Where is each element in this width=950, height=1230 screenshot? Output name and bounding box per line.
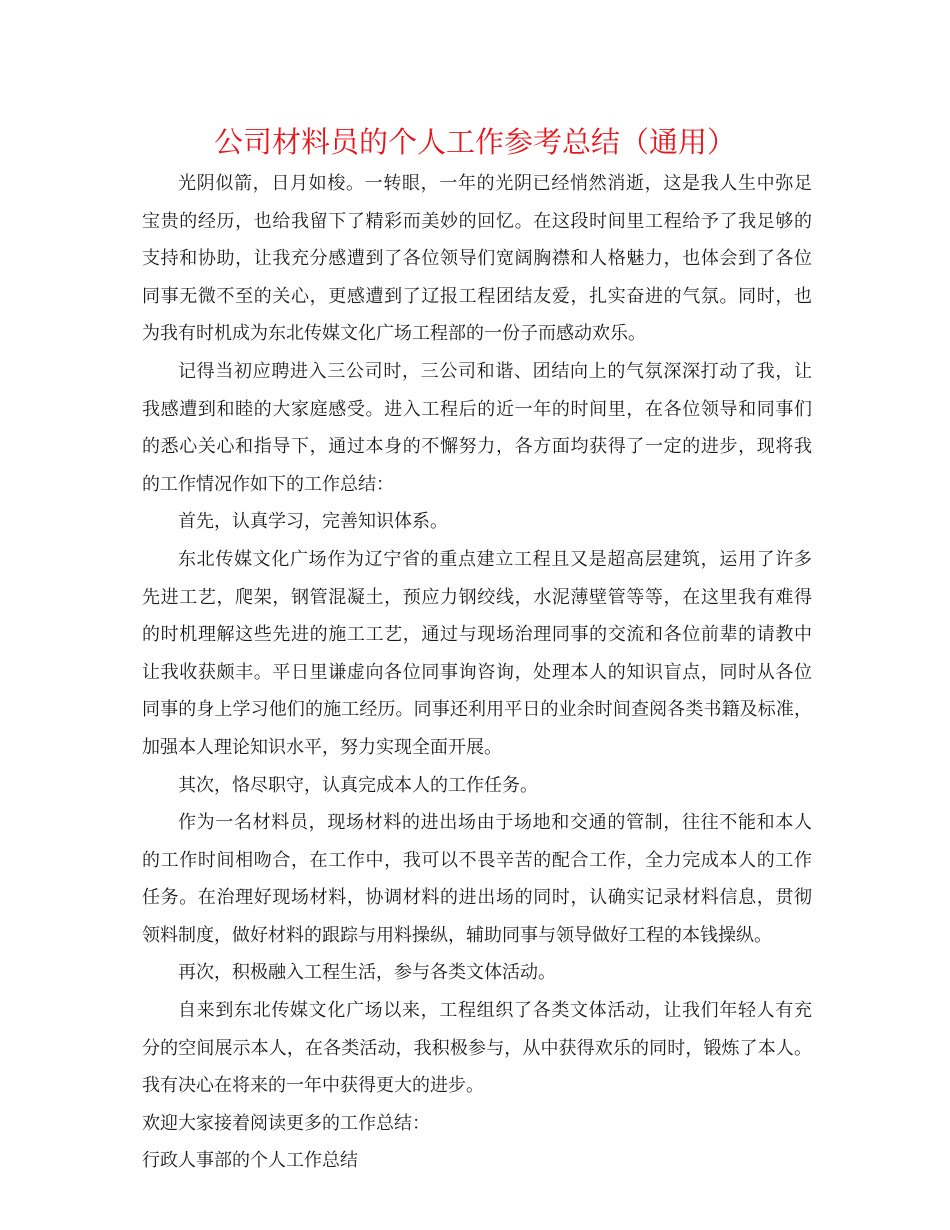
text-line: 的工作情况作如下的工作总结： bbox=[142, 473, 394, 495]
text-line: 同事的身上学习他们的施工经历。同事还利用平日的业余时间查阅各类书籍及标准， bbox=[142, 699, 812, 721]
text-line: 的悉心关心和指导下，通过本身的不懈努力，各方面均获得了一定的进步，现将我 bbox=[142, 436, 812, 458]
text-line: 宝贵的经历，也给我留下了精彩而美妙的回忆。在这段时间里工程给予了我足够的 bbox=[142, 210, 812, 232]
text-line: 的工作时间相吻合，在工作中，我可以不畏辛苦的配合工作，全力完成本人的工作 bbox=[142, 849, 812, 871]
text-line: 加强本人理论知识水平，努力实现全面开展。 bbox=[142, 736, 502, 758]
text-line: 任务。在治理好现场材料，协调材料的进出场的同时，认确实记录材料信息，贯彻 bbox=[142, 887, 812, 909]
text-line: 东北传媒文化广场作为辽宁省的重点建立工程且又是超高层建筑，运用了许多 bbox=[178, 548, 812, 570]
text-line: 作为一名材料员，现场材料的进出场由于场地和交通的管制，往往不能和本人 bbox=[178, 812, 812, 834]
text-line: 为我有时机成为东北传媒文化广场工程部的一份子而感动欢乐。 bbox=[142, 323, 646, 345]
text-line: 首先，认真学习，完善知识体系。 bbox=[178, 511, 448, 533]
text-line: 自来到东北传媒文化广场以来，工程组织了各类文体活动，让我们年轻人有充 bbox=[178, 1000, 812, 1022]
text-line: 其次，恪尽职守，认真完成本人的工作任务。 bbox=[178, 774, 538, 796]
text-line: 我感遭到和睦的大家庭感受。进入工程后的近一年的时间里，在各位领导和同事们 bbox=[142, 398, 812, 420]
text-line: 再次，积极融入工程生活，参与各类文体活动。 bbox=[178, 962, 556, 984]
document-body bbox=[142, 165, 812, 1180]
text-line: 先进工艺，爬架，钢管混凝土，预应力钢绞线，水泥薄壁管等等，在这里我有难得 bbox=[142, 586, 812, 608]
text-line: 领料制度，做好材料的跟踪与用料操纵，辅助同事与领导做好工程的本钱操纵。 bbox=[142, 924, 772, 946]
text-line: 的时机理解这些先进的施工工艺，通过与现场治理同事的交流和各位前辈的请教中 bbox=[142, 624, 812, 646]
text-line: 分的空间展示本人，在各类活动，我积极参与，从中获得欢乐的同时，锻炼了本人。 bbox=[142, 1037, 812, 1059]
text-line: 行政人事部的个人工作总结 bbox=[142, 1150, 358, 1172]
text-line: 同事无微不至的关心，更感遭到了辽报工程团结友爱，扎实奋进的气氛。同时，也 bbox=[142, 285, 812, 307]
document-title: 公司材料员的个人工作参考总结（通用） bbox=[213, 125, 736, 159]
text-line: 我有决心在将来的一年中获得更大的进步。 bbox=[142, 1075, 484, 1097]
text-line: 让我收获颇丰。平日里谦虚向各位同事询咨询，处理本人的知识盲点，同时从各位 bbox=[142, 661, 812, 683]
text-line: 光阴似箭，日月如梭。一转眼，一年的光阴已经悄然消逝，这是我人生中弥足 bbox=[178, 173, 812, 194]
text-line: 记得当初应聘进入三公司时，三公司和谐、团结向上的气氛深深打动了我，让 bbox=[178, 360, 812, 382]
text-line: 支持和协助，让我充分感遭到了各位领导们宽阔胸襟和人格魅力，也体会到了各位 bbox=[142, 248, 812, 270]
text-line: 欢迎大家接着阅读更多的工作总结： bbox=[142, 1112, 430, 1134]
